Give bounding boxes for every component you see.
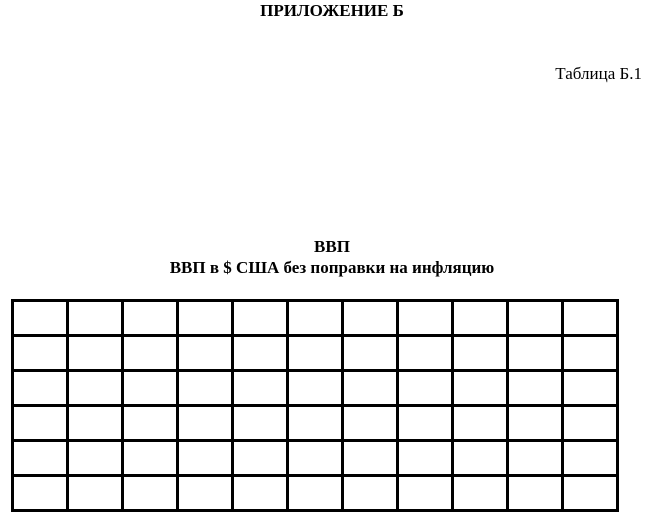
table-row <box>13 301 618 336</box>
table-cell <box>508 406 563 441</box>
table-cell <box>68 336 123 371</box>
table-cell <box>178 476 233 511</box>
table-cell <box>508 441 563 476</box>
table-cell <box>398 406 453 441</box>
table-cell <box>343 441 398 476</box>
table-cell <box>563 406 618 441</box>
table-cell <box>563 336 618 371</box>
table-cell <box>233 371 288 406</box>
table-cell <box>13 476 68 511</box>
table-cell <box>398 371 453 406</box>
table-cell <box>233 476 288 511</box>
table-cell <box>288 441 343 476</box>
table-cell <box>343 406 398 441</box>
table-cell <box>123 371 178 406</box>
table-cell <box>343 336 398 371</box>
table-cell <box>453 371 508 406</box>
table-cell <box>398 476 453 511</box>
table-cell <box>13 406 68 441</box>
table-cell <box>233 441 288 476</box>
table-row <box>13 476 618 511</box>
table-row <box>13 406 618 441</box>
table-cell <box>123 336 178 371</box>
table-number-label: Таблица Б.1 <box>555 64 642 83</box>
table-cell <box>233 406 288 441</box>
table-cell <box>398 441 453 476</box>
table-cell <box>453 476 508 511</box>
table-cell <box>288 301 343 336</box>
table-cell <box>68 441 123 476</box>
table-cell <box>178 371 233 406</box>
table-cell <box>68 406 123 441</box>
table-cell <box>123 441 178 476</box>
table-title-line-2: ВВП в $ США без поправки на инфляцию <box>169 258 495 277</box>
table-cell <box>563 476 618 511</box>
table-cell <box>398 336 453 371</box>
table-cell <box>563 371 618 406</box>
table-title-line-1: ВВП <box>314 237 350 256</box>
table-title <box>0 236 664 278</box>
table-cell <box>508 301 563 336</box>
table-cell <box>288 406 343 441</box>
table-cell <box>68 301 123 336</box>
table-cell <box>508 476 563 511</box>
table-cell <box>288 336 343 371</box>
table-row <box>13 441 618 476</box>
data-table <box>11 299 619 512</box>
table-cell <box>68 371 123 406</box>
table-cell <box>563 301 618 336</box>
table-cell <box>68 476 123 511</box>
table-cell <box>563 441 618 476</box>
table-cell <box>13 371 68 406</box>
table-cell <box>508 336 563 371</box>
table-cell <box>123 406 178 441</box>
table-cell <box>453 301 508 336</box>
table-cell <box>343 371 398 406</box>
table-cell <box>343 476 398 511</box>
table-cell <box>123 476 178 511</box>
table-body <box>13 301 618 511</box>
table-cell <box>13 301 68 336</box>
appendix-heading: ПРИЛОЖЕНИЕ Б <box>260 1 404 20</box>
table-cell <box>398 301 453 336</box>
table-cell <box>178 406 233 441</box>
table-cell <box>288 371 343 406</box>
table-cell <box>453 441 508 476</box>
table-row <box>13 336 618 371</box>
table-cell <box>453 336 508 371</box>
table-cell <box>508 371 563 406</box>
table-cell <box>178 336 233 371</box>
table-cell <box>13 441 68 476</box>
table-cell <box>123 301 178 336</box>
table-cell <box>233 336 288 371</box>
table-cell <box>288 476 343 511</box>
table-cell <box>343 301 398 336</box>
table-cell <box>453 406 508 441</box>
table-cell <box>233 301 288 336</box>
table-cell <box>178 301 233 336</box>
table-cell <box>13 336 68 371</box>
table-row <box>13 371 618 406</box>
table-cell <box>178 441 233 476</box>
